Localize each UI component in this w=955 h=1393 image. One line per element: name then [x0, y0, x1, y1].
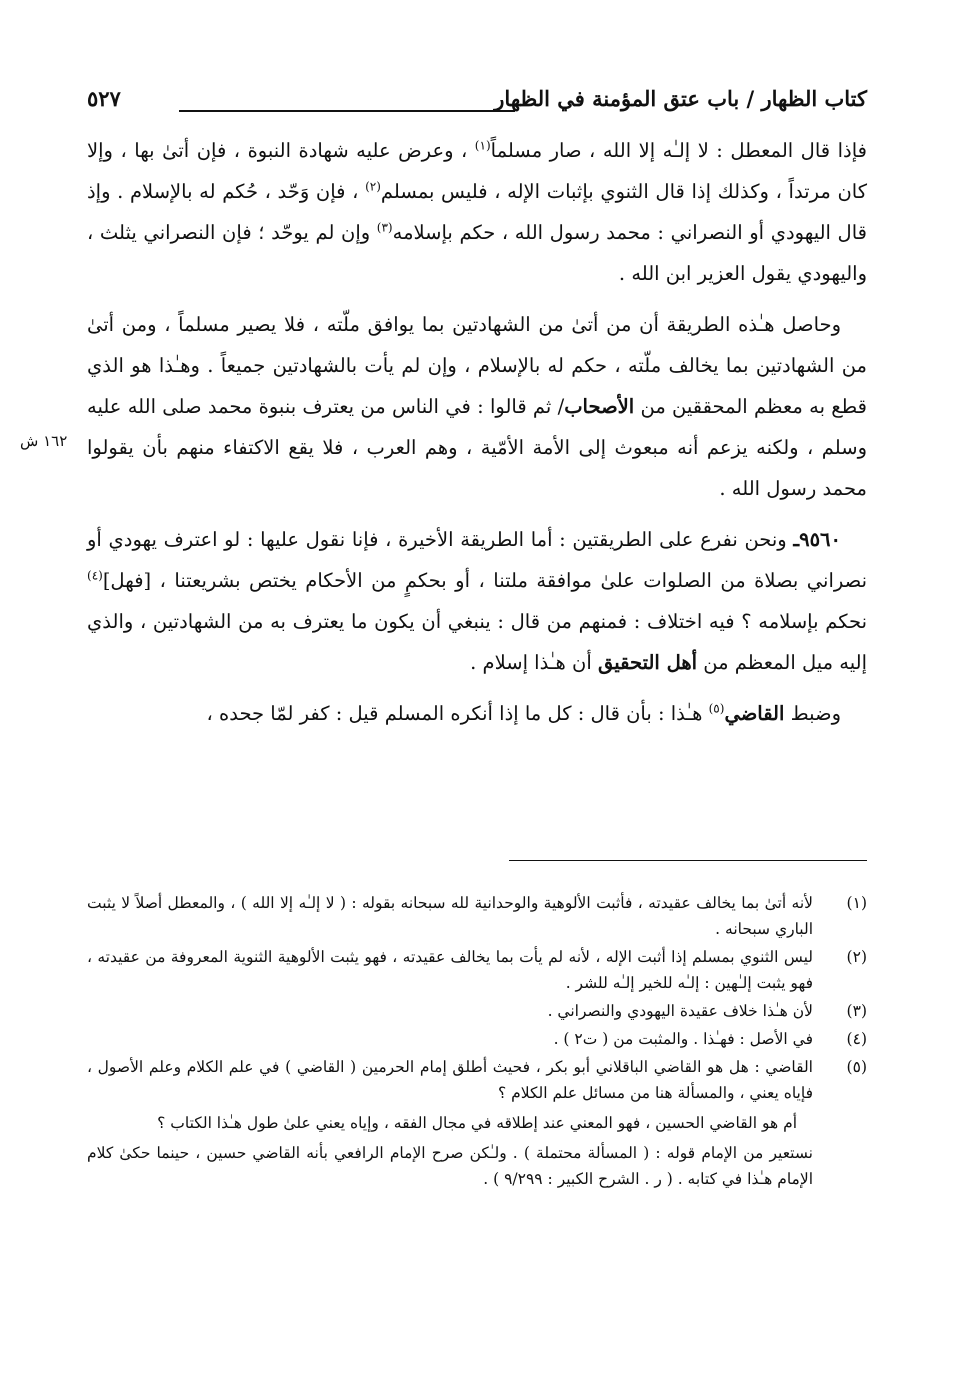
paragraph-number: ٩٥٦٠ـ — [793, 528, 841, 551]
footnotes — [87, 890, 867, 1194]
text-run: وضبط — [784, 702, 841, 725]
paragraph — [87, 519, 867, 683]
text-run: وإن لم يوحّد ؛ فإن النصراني يثلث ، واليهودي يقول العزير ابن الله . — [87, 221, 867, 285]
header-title: كتاب الظهار / باب عتق المؤمنة في الظهار — [494, 86, 867, 111]
footnote-number: (٣) — [846, 1002, 867, 1020]
footnote-number: (٥) — [846, 1058, 867, 1076]
footnote-ref[interactable]: (١) — [474, 138, 491, 153]
text-run: أن هـٰذا إسلام . — [470, 651, 598, 674]
main-text — [87, 130, 867, 734]
footnote — [87, 1054, 867, 1106]
margin-note: ١٦٢ ش — [20, 432, 68, 450]
footnote-ref[interactable]: (٣) — [376, 220, 393, 235]
footnote — [87, 944, 867, 996]
text-run: نحكم بإسلامه ؟ فيه اختلاف : فمنهم من قال : ينبغي أن يكون ما يعترف به من الشهادتين ، والذي إليه ميل المعظم من — [87, 610, 867, 674]
footnote-number: (١) — [846, 894, 867, 912]
footnote — [87, 890, 867, 942]
text-run: ونحن نفرع على الطريقتين : أما الطريقة الأخيرة ، فإنا نقول عليها : لو اعترف يهودي أو نصراني بصلاة من الصلوات علىٰ موافقة ملتنا ، أو بحكمٍ من الأحكام يختص بشريعتنا ، [فهل] — [87, 528, 867, 592]
footnote-number: (٤) — [846, 1030, 867, 1048]
text-run: وحاصل هـٰذه الطريقة أن من أتىٰ من الشهادتين بما يوافق ملّته ، فلا يصير مسلماً ، ومن أتىٰ من الشهادتين بما يخالف ملّته ، حكم له بالإسلام ، وإن لم يأت بالشهادتين جميعاً . وهـٰذا هو الذي قطع به معظم المحققين من — [87, 313, 867, 418]
footnote — [87, 998, 867, 1024]
text-run: ، وعرض عليه شهادة النبوة ، فإن أتىٰ بها ، وإلا كان مرتداً ، وكذلك إذا قال الثنوي بإثبات الإله ، فليس بمسلم — [87, 139, 867, 203]
running-header — [87, 86, 867, 120]
footnote-continuation: أم هو القاضي الحسين ، فهو المعني عند إطلاقه في مجال الفقه ، وإياه يعني علىٰ طول هـٰذا الكتاب ؟ — [157, 1114, 797, 1132]
bold-term: القاضي — [724, 702, 785, 725]
footnote — [87, 1026, 867, 1052]
footnote-text: في الأصل : فهـٰذا . والمثبت من ( ت٢ ) . — [553, 1030, 813, 1048]
paragraph — [87, 130, 867, 294]
text-run: فإذا قال المعطل : لا إلـٰه إلا الله ، صار مسلماً — [490, 139, 867, 162]
footnote-ref[interactable]: (٥) — [708, 701, 725, 716]
footnote-ref[interactable]: (٢) — [365, 179, 381, 194]
text-run: / ثم قالوا : في الناس من يعترف بنبوة محمد صلى الله عليه وسلم ، ولكنه يزعم أنه مبعوث إلى الأمة الأمّية ، وهم العرب ، فلا يقع الاكتفاء منهم بأن يقولوا محمد رسول الله . — [87, 395, 867, 500]
text-run: هـٰذا : بأن قال : كل ما إذا أنكره المسلم قيل : كفر لمّا جحده ، — [206, 702, 709, 725]
footnote-continuation: نستعير من الإمام قوله : ( المسألة محتملة ) . ولـٰكن صرح الإمام الرافعي بأنه القاضي حسين ، حينما حكىٰ كلام الإمام هـٰذا في كتابه . ( ر . الشرح الكبير : ٩/٢٩٩ ) . — [87, 1144, 813, 1188]
bold-term: الأصحاب — [564, 395, 635, 418]
footnote-ref[interactable]: (٤) — [87, 568, 103, 583]
paragraph — [87, 304, 867, 509]
footnote-text: ليس الثنوي بمسلم إذا أثبت الإله ، لأنه لم يأت بما يخالف عقيدته ، فهو يثبت الألوهية الثنوية المعروفة من عقيدته ، فهو يثبت إلـٰهين : إلـٰه للخير إلـٰه للشر . — [87, 948, 813, 992]
footnote-text: القاضي : هل هو القاضي الباقلاني أبو بكر ، فحيث أطلق إمام الحرمين ( القاضي ) في علم الكلام وعلم الأصول ، فإياه يعني ، والمسألة هنا من مسائل علم الكلام ؟ — [87, 1058, 813, 1102]
footnote-divider — [509, 860, 867, 861]
bold-term: أهل التحقيق — [597, 651, 698, 674]
text-run: ، فإن وَحّد ، حُكم له بالإسلام . وإذ قال اليهودي أو النصراني : محمد رسول الله ، حكم بإسلامه — [87, 180, 867, 244]
footnote-text: لأنه أتىٰ بما يخالف عقيدته ، فأثبت الألوهية والوحدانية لله سبحانه بقوله : ( لا إلـٰه إلا الله ) ، والمعطل أصلاً لا يثبت الباري سبحانه . — [87, 894, 813, 938]
page-number: ٥٢٧ — [87, 86, 121, 111]
paragraph — [87, 693, 867, 734]
header-rule — [179, 110, 515, 112]
footnote-text: لأن هـٰذا خلاف عقيدة اليهودي والنصراني . — [547, 1002, 813, 1020]
footnote-number: (٢) — [846, 948, 867, 966]
